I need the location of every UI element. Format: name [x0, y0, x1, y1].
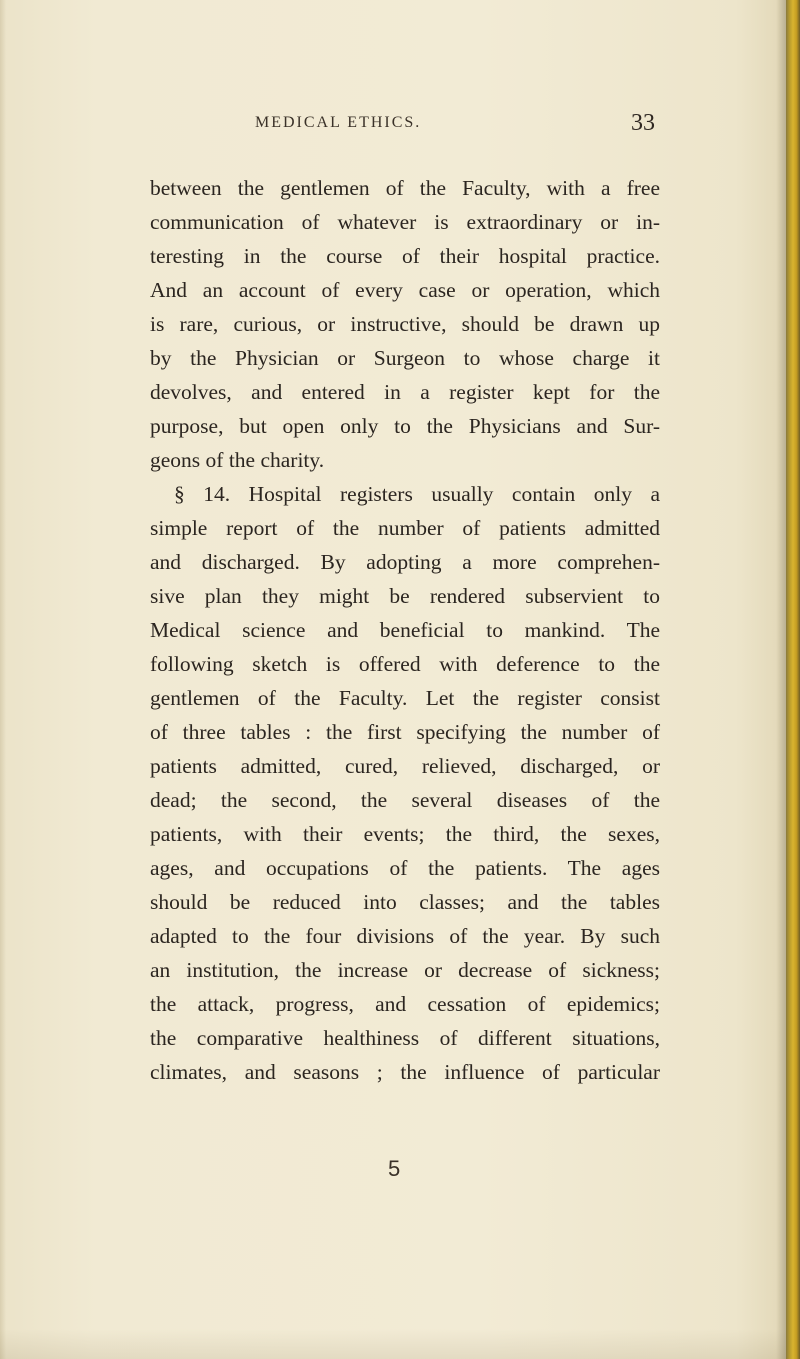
- text-line: is rare, curious, or instructive, should be drawn up: [150, 312, 660, 336]
- text-line: purpose, but open only to the Physicians and Sur-: [150, 414, 660, 438]
- text-line: sive plan they might be rendered subservient to: [150, 584, 660, 608]
- text-line: should be reduced into classes; and the tables: [150, 890, 660, 914]
- text-line: and discharged. By adopting a more comprehen-: [150, 550, 660, 574]
- text-line: communication of whatever is extraordinary or in-: [150, 210, 660, 234]
- text-line: the attack, progress, and cessation of epidemics;: [150, 992, 660, 1016]
- text-line: patients, with their events; the third, the sexes,: [150, 822, 660, 846]
- text-line: climates, and seasons ; the influence of particular: [150, 1060, 660, 1084]
- text-line: following sketch is offered with deference to the: [150, 652, 660, 676]
- section-start-line: § 14. Hospital registers usually contain only a: [174, 482, 660, 506]
- text-line: gentlemen of the Faculty. Let the register consist: [150, 686, 660, 710]
- text-line: And an account of every case or operation, which: [150, 278, 660, 302]
- running-title: MEDICAL ETHICS.: [255, 114, 422, 131]
- text-line: teresting in the course of their hospital practice.: [150, 244, 660, 268]
- text-line: devolves, and entered in a register kept for the: [150, 380, 660, 404]
- text-line: dead; the second, the several diseases of the: [150, 788, 660, 812]
- text-line: of three tables : the first specifying the number of: [150, 720, 660, 744]
- text-line: simple report of the number of patients admitted: [150, 516, 660, 540]
- text-line: ages, and occupations of the patients. The ages: [150, 856, 660, 880]
- page-bottom-shade: [0, 1329, 786, 1359]
- text-line: Medical science and beneficial to mankind. The: [150, 618, 660, 642]
- text-line: between the gentlemen of the Faculty, with a free: [150, 176, 660, 200]
- signature-mark: 5: [388, 1156, 401, 1181]
- page-left-edge: [0, 0, 6, 1359]
- body-text: [150, 171, 660, 1089]
- text-line: by the Physician or Surgeon to whose charge it: [150, 346, 660, 370]
- text-line: adapted to the four divisions of the year. By such: [150, 924, 660, 948]
- text-line: the comparative healthiness of different situations,: [150, 1026, 660, 1050]
- text-line: an institution, the increase or decrease of sickness;: [150, 958, 660, 982]
- text-line: patients admitted, cured, relieved, discharged, or: [150, 754, 660, 778]
- page-number: 33: [631, 110, 655, 136]
- running-head: [120, 110, 655, 138]
- book-spine-edge: [786, 0, 800, 1359]
- text-line: geons of the charity.: [150, 448, 325, 472]
- spine-shadow: [776, 0, 786, 1359]
